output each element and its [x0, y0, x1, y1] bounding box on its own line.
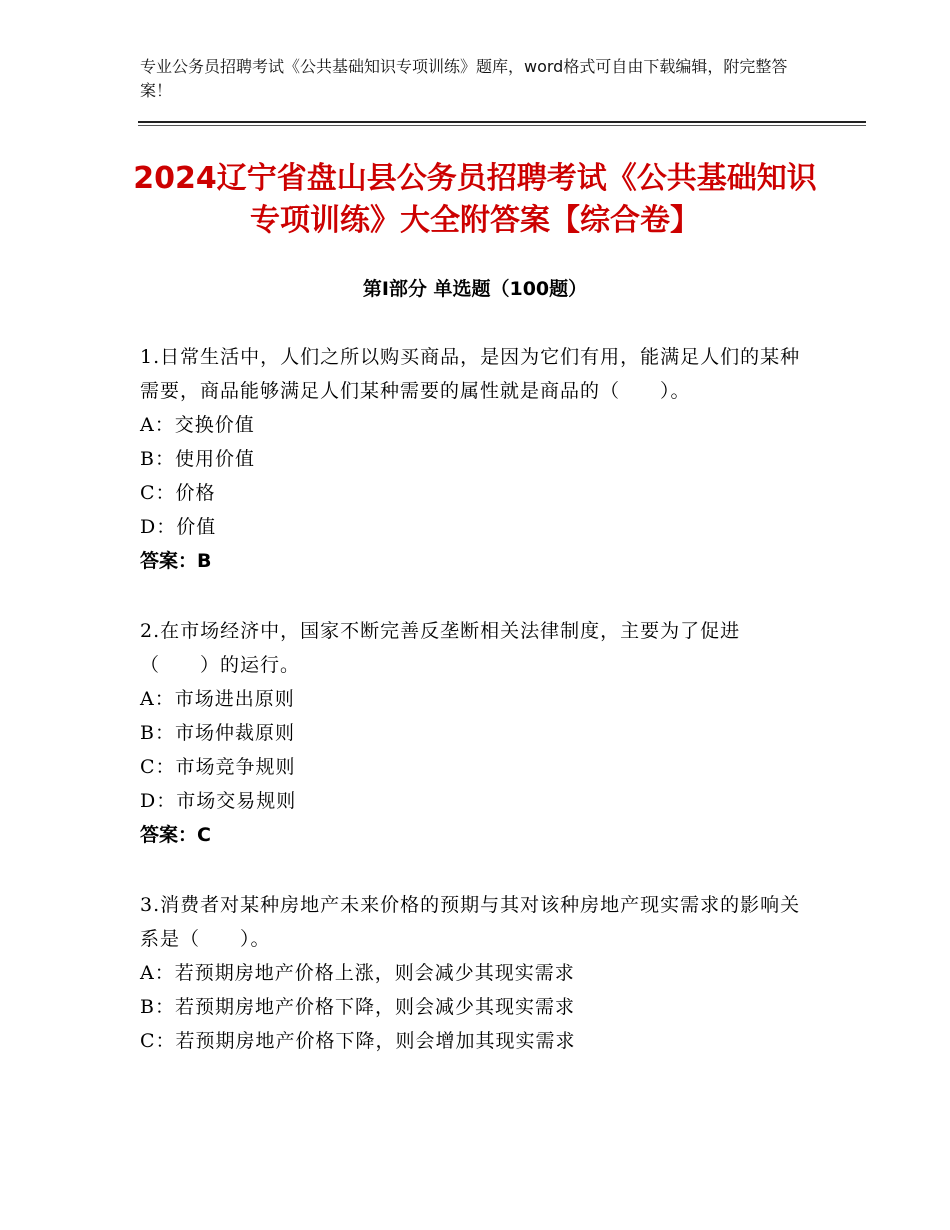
- answer-line: 答案：C: [140, 824, 211, 846]
- option-c: C：价格: [140, 482, 216, 504]
- question-1: [140, 340, 810, 578]
- document-title: 2024辽宁省盘山县公务员招聘考试《公共基础知识专项训练》大全附答案【综合卷】: [133, 161, 817, 238]
- option-b: B：若预期房地产价格下降，则会减少其现实需求: [140, 996, 575, 1018]
- question-2: [140, 614, 810, 852]
- question-stem: 3.消费者对某种房地产未来价格的预期与其对该种房地产现实需求的影响关系是（ ）。: [140, 894, 801, 950]
- option-d: D：市场交易规则: [140, 790, 297, 812]
- question-list: [140, 340, 810, 1094]
- header-rule-thin: [138, 125, 866, 126]
- question-stem: 2.在市场经济中，国家不断完善反垄断相关法律制度，主要为了促进（ ）的运行。: [140, 620, 741, 676]
- option-a: A：市场进出原则: [140, 688, 295, 710]
- header-note: 专业公务员招聘考试《公共基础知识专项训练》题库，word格式可自由下载编辑，附完整答案！: [140, 57, 788, 100]
- option-a: A：若预期房地产价格上涨，则会减少其现实需求: [140, 962, 575, 984]
- option-c: C：若预期房地产价格下降，则会增加其现实需求: [140, 1030, 576, 1052]
- option-b: B：使用价值: [140, 448, 255, 470]
- option-a: A：交换价值: [140, 414, 255, 436]
- option-c: C：市场竞争规则: [140, 756, 296, 778]
- section-title: 第Ⅰ部分 单选题（100题）: [362, 278, 588, 300]
- option-d: D：价值: [140, 516, 217, 538]
- question-stem: 1.日常生活中，人们之所以购买商品，是因为它们有用，能满足人们的某种需要，商品能够满足人们某种需要的属性就是商品的（ ）。: [140, 346, 801, 402]
- header-rule-thick: [138, 121, 866, 123]
- question-3: [140, 888, 810, 1058]
- answer-line: 答案：B: [140, 550, 212, 572]
- option-b: B：市场仲裁原则: [140, 722, 295, 744]
